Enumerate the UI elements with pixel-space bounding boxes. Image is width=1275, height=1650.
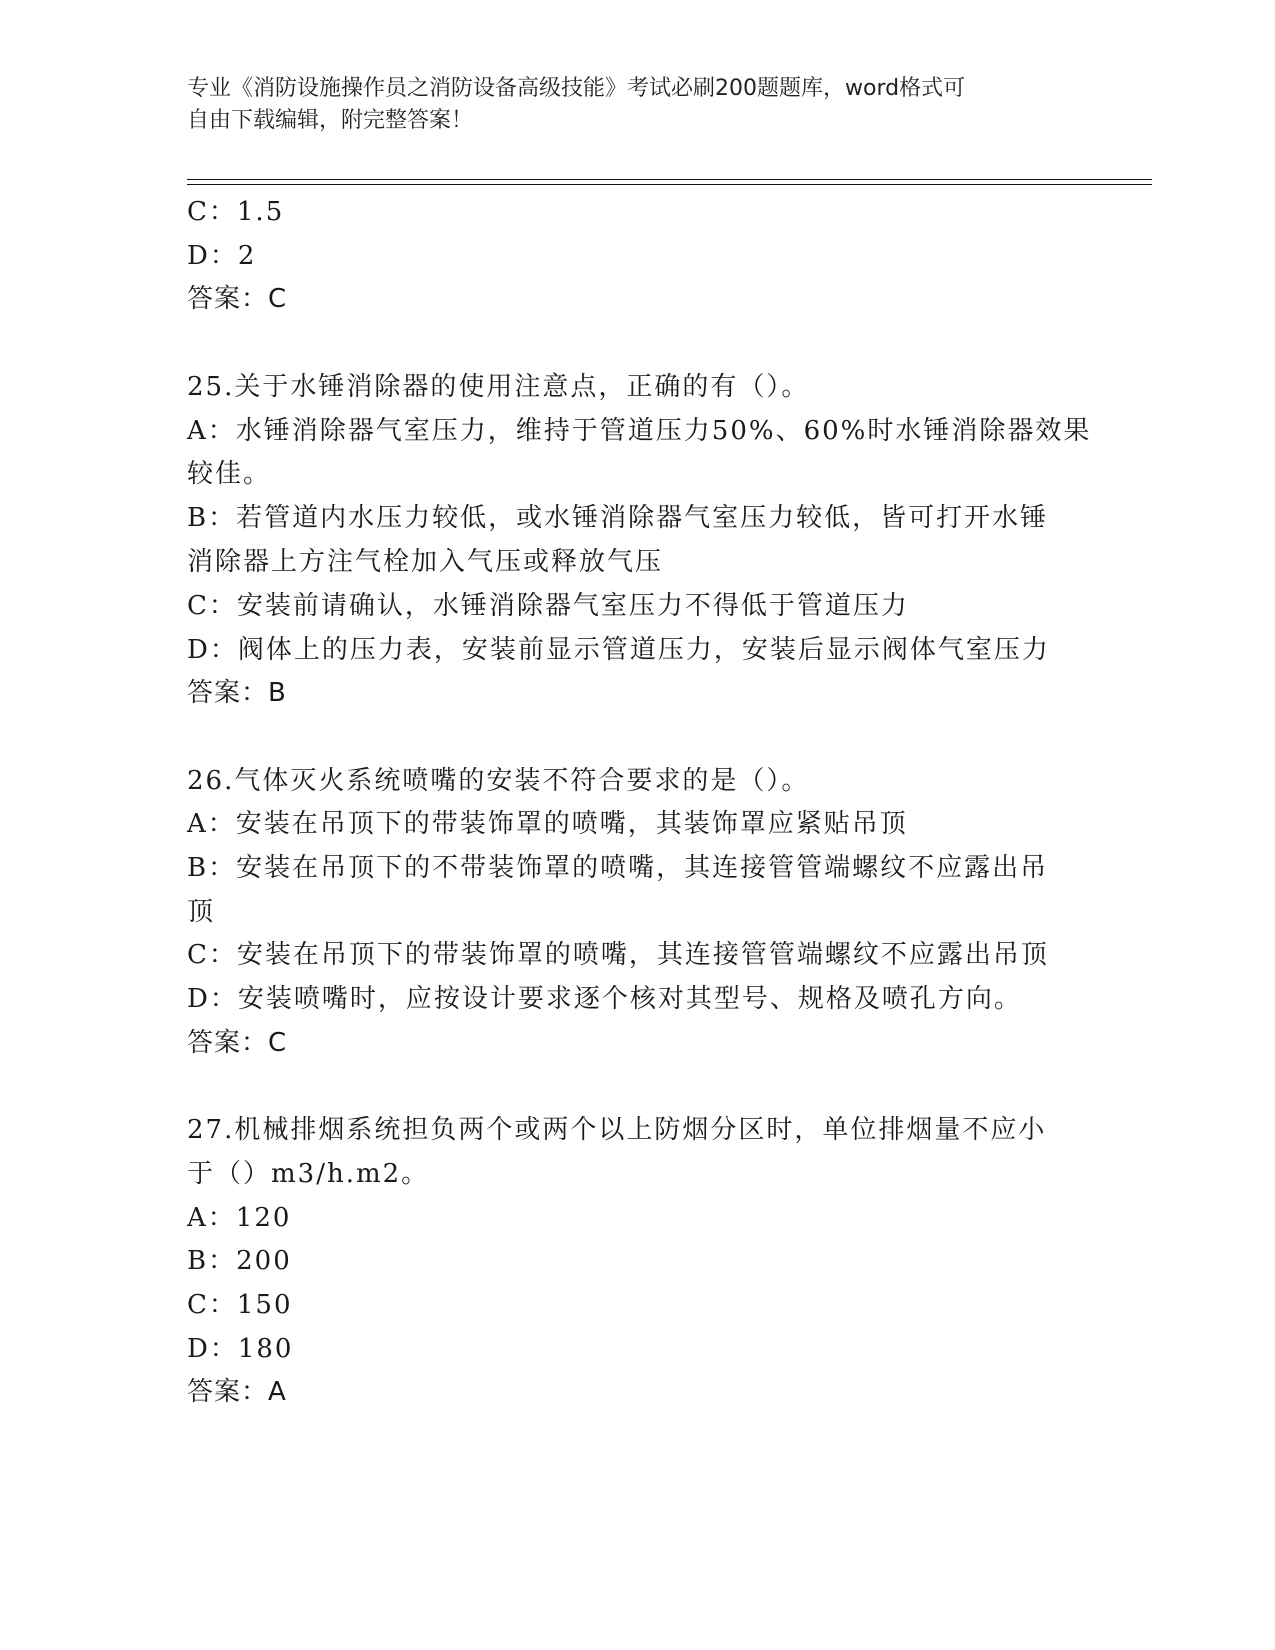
q25-option-a-line-2: 较佳。 — [187, 459, 272, 489]
q26-stem: 26.气体灭火系统喷嘴的安装不符合要求的是（）。 — [187, 766, 810, 796]
q25-answer: 答案：B — [187, 678, 287, 708]
q27-option-a: A：120 — [187, 1203, 292, 1233]
q26-answer: 答案：C — [187, 1028, 288, 1058]
q25-option-b-line-1: B：若管道内水压力较低，或水锤消除器气室压力较低，皆可打开水锤 — [187, 503, 1049, 533]
q26-option-b-line-1: B：安装在吊顶下的不带装饰罩的喷嘴，其连接管管端螺纹不应露出吊 — [187, 853, 1049, 883]
q25-stem: 25.关于水锤消除器的使用注意点，正确的有（）。 — [187, 372, 810, 402]
q24-option-d: D：2 — [187, 241, 257, 271]
q27-option-d: D：180 — [187, 1334, 294, 1364]
q26-option-c: C：安装在吊顶下的带装饰罩的喷嘴，其连接管管端螺纹不应露出吊顶 — [187, 940, 1049, 970]
q25-option-b-line-2: 消除器上方注气栓加入气压或释放气压 — [187, 547, 664, 577]
q27-option-c: C：150 — [187, 1290, 293, 1320]
q27-stem-line-2: 于（）m3/h.m2。 — [187, 1159, 430, 1189]
q25-option-d: D：阀体上的压力表，安装前显示管道压力，安装后显示阀体气室压力 — [187, 635, 1050, 665]
header-line-1: 专业《消防设施操作员之消防设备高级技能》考试必刷200题题库，word格式可 — [187, 76, 966, 101]
header-divider-bottom — [187, 184, 1152, 185]
q26-option-a: A：安装在吊顶下的带装饰罩的喷嘴，其装饰罩应紧贴吊顶 — [187, 809, 908, 839]
document-header — [187, 73, 1067, 137]
q27-answer: 答案：A — [187, 1377, 287, 1407]
q25-option-c: C：安装前请确认，水锤消除器气室压力不得低于管道压力 — [187, 591, 909, 621]
q26-option-d: D：安装喷嘴时，应按设计要求逐个核对其型号、规格及喷孔方向。 — [187, 984, 1022, 1014]
q27-stem-line-1: 27.机械排烟系统担负两个或两个以上防烟分区时，单位排烟量不应小 — [187, 1115, 1047, 1145]
q26-option-b-line-2: 顶 — [187, 897, 216, 927]
q24-answer: 答案：C — [187, 284, 288, 314]
header-line-2: 自由下载编辑，附完整答案！ — [187, 108, 474, 133]
q25-option-a-line-1: A：水锤消除器气室压力，维持于管道压力50%、60%时水锤消除器效果 — [187, 416, 1092, 446]
q27-option-b: B：200 — [187, 1246, 292, 1276]
header-divider-top — [187, 179, 1152, 180]
q24-option-c: C：1.5 — [187, 197, 285, 227]
